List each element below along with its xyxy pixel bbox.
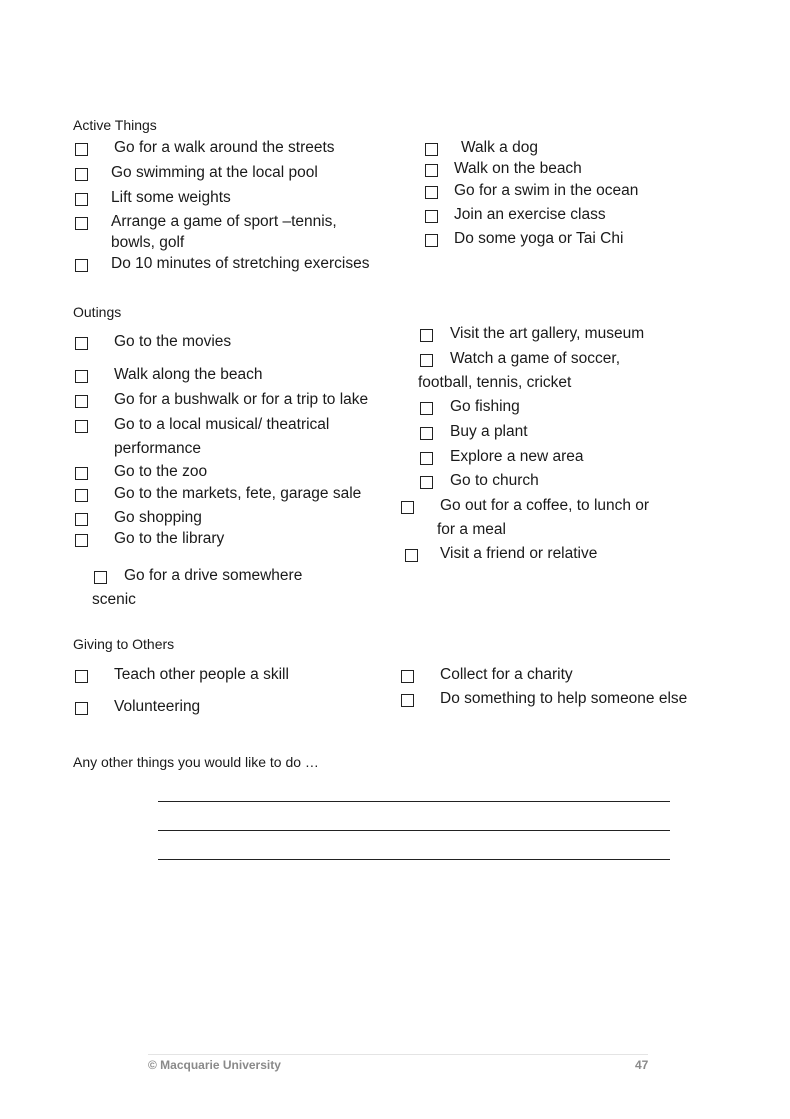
other-things-prompt: Any other things you would like to do … — [73, 754, 319, 770]
checkbox-icon[interactable] — [420, 402, 433, 415]
checkbox-icon[interactable] — [94, 571, 107, 584]
checkbox-icon[interactable] — [75, 217, 88, 230]
item-continuation: football, tennis, cricket — [418, 374, 572, 391]
section-heading-active: Active Things — [73, 117, 157, 133]
item-continuation: bowls, golf — [111, 234, 185, 251]
checkbox-icon[interactable] — [75, 702, 88, 715]
footer-divider — [148, 1054, 648, 1055]
checkbox-icon[interactable] — [425, 234, 438, 247]
checkbox-icon[interactable] — [420, 476, 433, 489]
checkbox-icon[interactable] — [425, 143, 438, 156]
checkbox-icon[interactable] — [405, 549, 418, 562]
item-continuation: performance — [114, 440, 202, 457]
checkbox-icon[interactable] — [425, 186, 438, 199]
checkbox-icon[interactable] — [75, 259, 88, 272]
checkbox-icon[interactable] — [75, 467, 88, 480]
checkbox-icon[interactable] — [75, 534, 88, 547]
write-in-line[interactable] — [158, 859, 670, 860]
checkbox-icon[interactable] — [75, 395, 88, 408]
checkbox-icon[interactable] — [75, 168, 88, 181]
checkbox-icon[interactable] — [425, 210, 438, 223]
page-number: 47 — [635, 1058, 649, 1072]
checkbox-icon[interactable] — [420, 452, 433, 465]
checkbox-icon[interactable] — [75, 193, 88, 206]
checkbox-icon[interactable] — [75, 489, 88, 502]
checkbox-icon[interactable] — [75, 670, 88, 683]
write-in-line[interactable] — [158, 830, 670, 831]
item-continuation: scenic — [92, 591, 136, 608]
checkbox-icon[interactable] — [420, 427, 433, 440]
checkbox-icon[interactable] — [401, 694, 414, 707]
checkbox-icon[interactable] — [420, 354, 433, 367]
checkbox-icon[interactable] — [75, 370, 88, 383]
checkbox-icon[interactable] — [401, 501, 414, 514]
checkbox-icon[interactable] — [401, 670, 414, 683]
checkbox-icon[interactable] — [75, 143, 88, 156]
checkbox-icon[interactable] — [425, 164, 438, 177]
section-heading-giving: Giving to Others — [73, 636, 175, 652]
footer-copyright: © Macquarie University — [148, 1058, 281, 1072]
checkbox-icon[interactable] — [75, 513, 88, 526]
checkbox-icon[interactable] — [420, 329, 433, 342]
item-continuation: for a meal — [437, 521, 506, 538]
section-heading-outings: Outings — [73, 304, 122, 320]
checkbox-icon[interactable] — [75, 420, 88, 433]
write-in-line[interactable] — [158, 801, 670, 802]
checkbox-icon[interactable] — [75, 337, 88, 350]
